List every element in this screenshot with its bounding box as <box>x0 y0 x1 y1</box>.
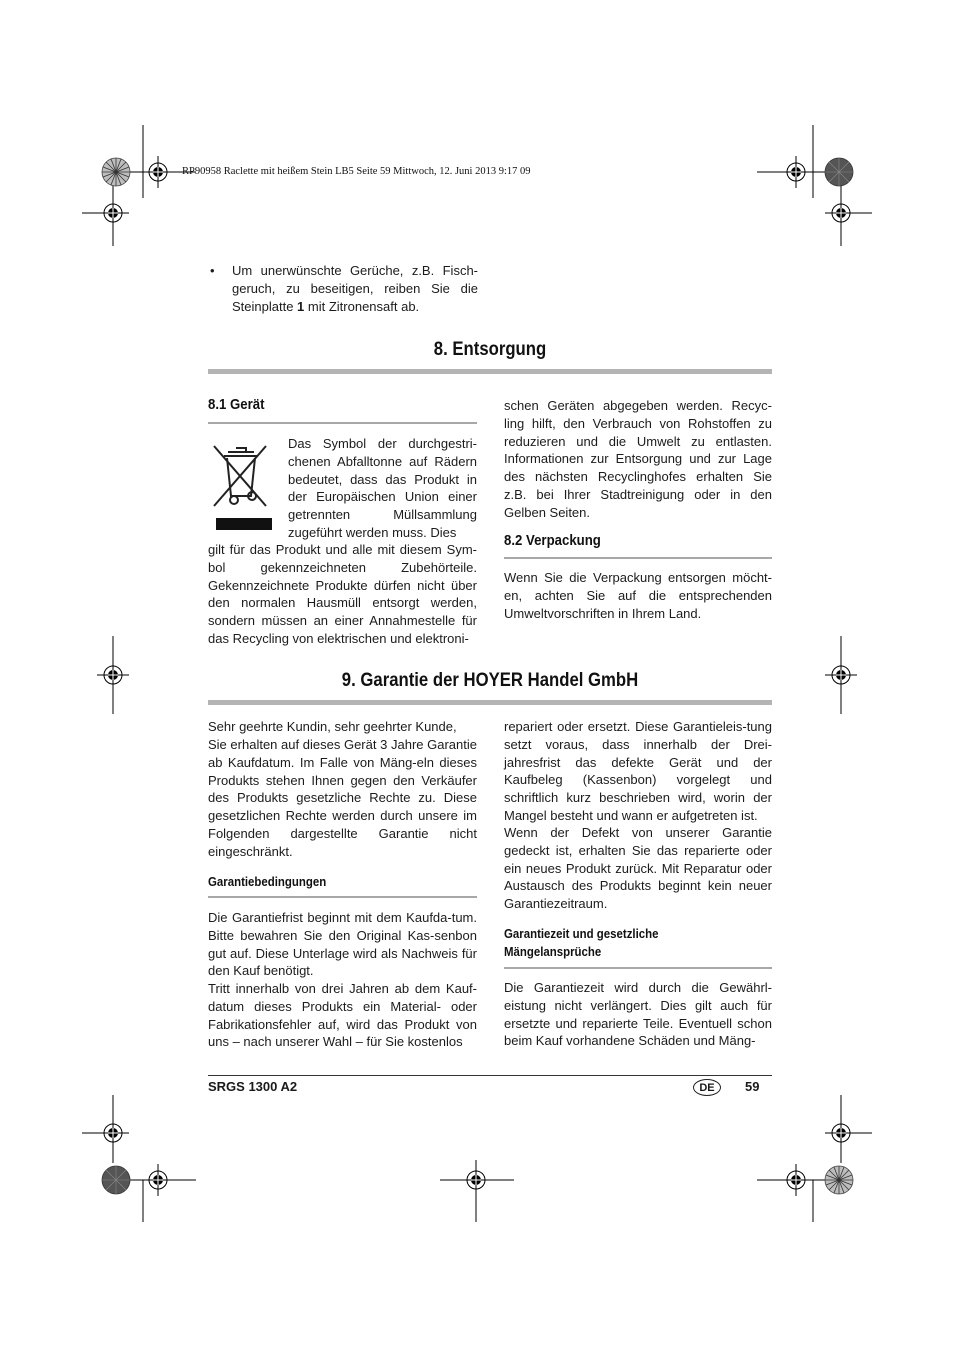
bullet-marker: • <box>210 263 215 278</box>
warranty-intro: Sie erhalten auf dieses Gerät 3 Jahre Garantie ab Kaufdatum. Im Falle von Mäng-eln dieses Produkts stehen Ihnen gegen den Verkäufer des Produkts gesetzliche Rechte zu. Diese gesetzlichen Rechte werden durch unsere im Folgenden dargestellte Garantie nicht eingeschränkt. <box>208 737 477 859</box>
period-title-line-1: Garantiezeit und gesetzliche <box>504 926 659 941</box>
section-9-title: 9. Garantie der HOYER Handel GmbH <box>341 670 639 691</box>
section-8-title: 8. Entsorgung <box>433 339 547 360</box>
conditions-text-2: Tritt innerhalb von drei Jahren ab dem Kauf-datum dieses Produkts ein Material- oder Fabrikationsfehler auf, wird das Produkt von uns – nach unserer Wahl – für Sie kostenlos <box>208 981 477 1050</box>
section-8-rule <box>208 369 772 374</box>
warranty-text-2: Wenn der Defekt von unserer Garantie gedeckt ist, erhalten Sie das reparierte oder ein neues Produkt zurück. Mit Reparatur oder Austausch des Produkts beginnt kein neuer Garantiezeitraum. <box>504 825 772 912</box>
bullet-text <box>232 262 478 315</box>
footer-model: SRGS 1300 A2 <box>208 1079 298 1094</box>
warranty-text-1: repariert oder ersetzt. Diese Garantieleis-tung setzt voraus, dass innerhalb der Drei-jahresfrist das defekte Gerät und der Kaufbeleg (Kassenbon) vorgelegt und schriftlich kurz beschrieben wird, worin der Mangel besteht und wann er aufgetreten ist. <box>504 719 772 823</box>
section-8-1-text-wrapped: Das Symbol der durchgestri-chenen Abfalltonne auf Rädern bedeutet, dass das Produkt in der Europäischen Union einer getrennten Müllsammlung zugeführt werden muss. Dies <box>288 436 477 540</box>
bullet-text-bold: 1 <box>297 298 305 314</box>
print-header: RP90958 Raclette mit heißem Stein LB5 Seite 59 Mittwoch, 12. Juni 2013 9:17 09 <box>182 166 531 177</box>
page-number: 59 <box>745 1079 760 1094</box>
conditions-title: Garantiebedingungen <box>208 874 327 889</box>
bullet-text-start: Um unerwünschte Gerüche, z.B. Fisch-geruch, zu beseitigen, reiben Sie die Steinplatte <box>232 263 478 314</box>
salutation: Sehr geehrte Kundin, sehr geehrter Kunde, <box>208 719 457 734</box>
section-8-2-text: Wenn Sie die Verpackung entsorgen möcht-en, achten Sie auf die entsprechenden Umweltvorschriften in Ihrem Land. <box>504 570 772 621</box>
conditions-rule <box>208 896 477 898</box>
period-title-line-2: Mängelansprüche <box>504 944 602 959</box>
period-text: Die Garantiezeit wird durch die Gewährl-eistung nicht verlängert. Dies gilt auch für ersetzte und reparierte Teile. Eventuell schon beim Kauf vorhandene Schäden und Mäng- <box>504 980 772 1049</box>
section-9-rule <box>208 700 772 705</box>
footer-rule <box>208 1075 772 1076</box>
section-8-1-text-continued: schen Geräten abgegeben werden. Recyc-ling hilft, den Verbrauch von Rohstoffen zu reduzieren und die Umwelt zu entlasten. Informationen zur Entsorgung und zur Lage des nächsten Recyclinghofes erhalten Sie z.B. bei Ihrer Stadtreinigung oder in den Gelben Seiten. <box>504 398 772 520</box>
bullet-text-end: mit Zitronensaft ab. <box>304 298 420 314</box>
period-rule <box>504 967 772 969</box>
conditions-text-1: Die Garantiefrist beginnt mit dem Kaufda-tum. Bitte bewahren Sie den Original Kas-senbon gut auf. Diese Unterlage wird als Nachweis für den Kauf benötigt. <box>208 910 477 979</box>
section-8-1-text: gilt für das Produkt und alle mit diesem Sym-bol gekennzeichneten Zubehörteile. Gekennzeichnete Produkte dürfen nicht über den normalen Hausmüll entsorgt werden, sondern müssen an einer Annahmestelle für das Recycling von elektrischen und elektroni- <box>208 542 477 646</box>
section-8-2-rule <box>504 557 772 559</box>
section-8-2-title: 8.2 Verpackung <box>504 532 601 549</box>
section-8-1-rule <box>208 422 477 424</box>
intro-bullet <box>210 262 478 315</box>
section-8-1-title: 8.1 Gerät <box>208 396 265 413</box>
crossed-out-wheelie-bin-icon <box>208 438 274 534</box>
language-badge: DE <box>693 1079 721 1096</box>
